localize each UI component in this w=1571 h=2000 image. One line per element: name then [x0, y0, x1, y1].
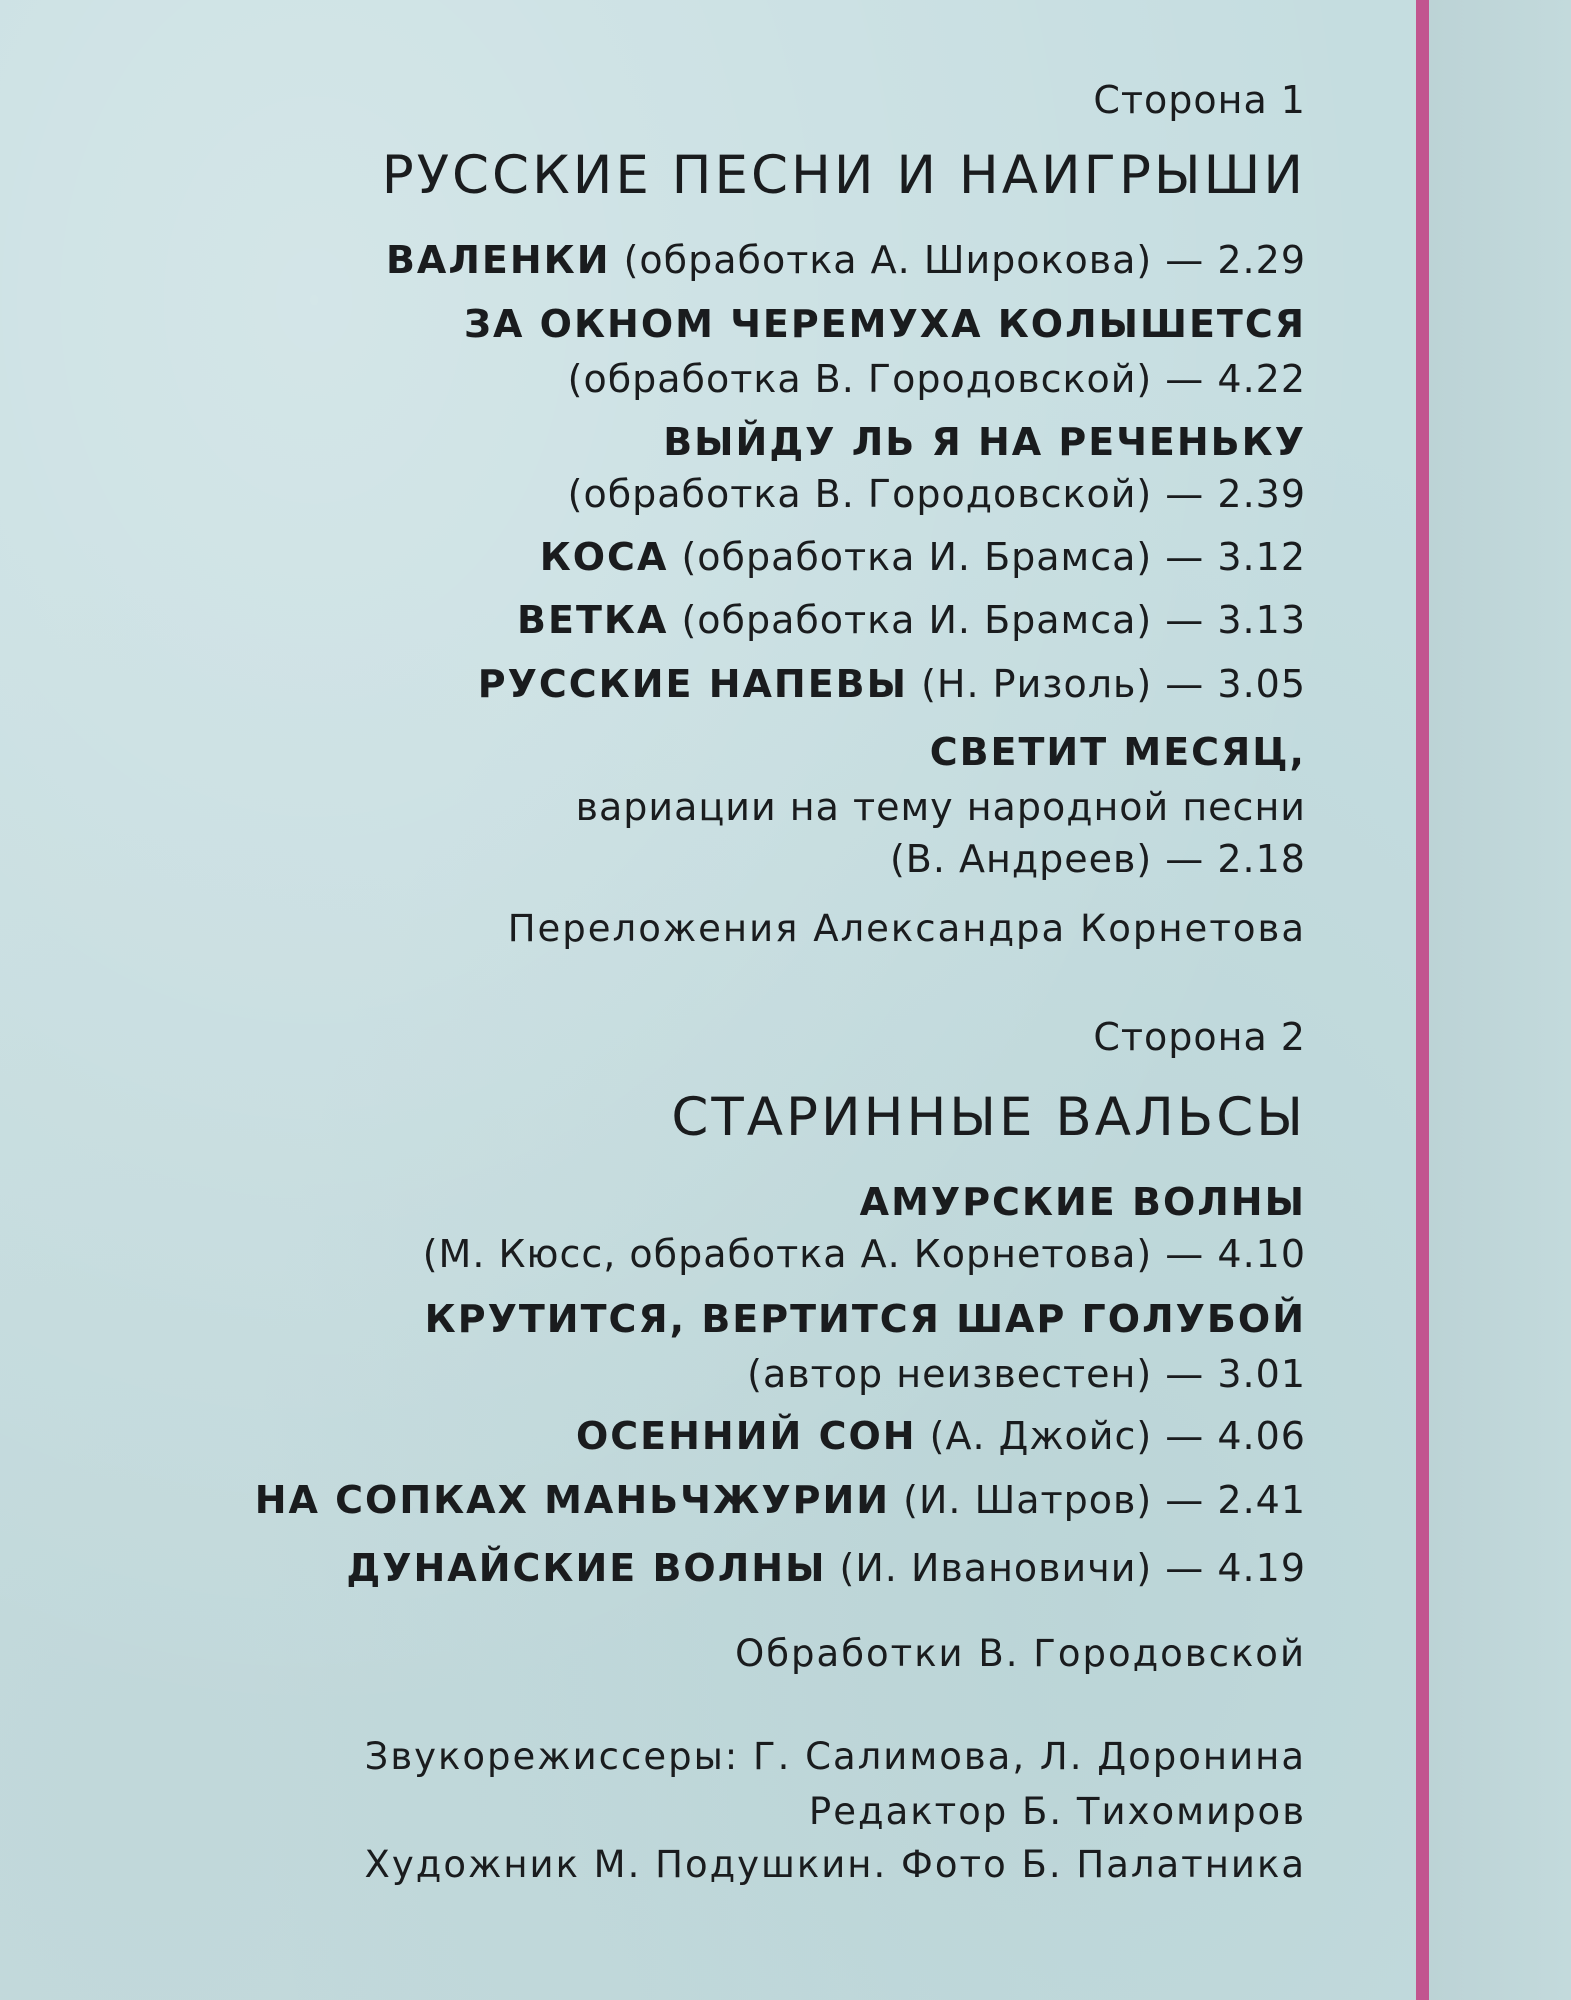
- side-2-heading: СТАРИННЫЕ ВАЛЬСЫ: [671, 1087, 1306, 1148]
- side-1-heading: РУССКИЕ ПЕСНИ И НАИГРЫШИ: [381, 145, 1306, 206]
- track-title: ОСЕННИЙ СОН: [575, 1414, 917, 1458]
- track-1-3-info: (обработка В. Городовской) — 2.39: [567, 472, 1306, 516]
- track-1-2-title: [464, 302, 1306, 346]
- track-1-3-title: [663, 420, 1306, 464]
- track-2-4: [255, 1478, 1306, 1522]
- side-2-label: Сторона 2: [1093, 1015, 1306, 1059]
- track-title: АМУРСКИЕ ВОЛНЫ: [859, 1180, 1306, 1224]
- side-2-credit: Обработки В. Городовской: [735, 1632, 1306, 1675]
- sound-engineers: Звукорежиссеры: Г. Салимова, Л. Доронина: [364, 1735, 1306, 1778]
- track-2-5: [346, 1546, 1306, 1590]
- track-info: (обработка А. Широкова) — 2.29: [610, 238, 1306, 282]
- track-title: ДУНАЙСКИЕ ВОЛНЫ: [346, 1546, 827, 1590]
- side-1-credit: Переложения Александра Корнетова: [507, 907, 1306, 950]
- track-title: ЗА ОКНОМ ЧЕРЕМУХА КОЛЫШЕТСЯ: [464, 302, 1306, 346]
- track-title: ВЫЙДУ ЛЬ Я НА РЕЧЕНЬКУ: [663, 420, 1306, 464]
- track-1-7-title: [930, 730, 1306, 774]
- track-2-1-info: (М. Кюсс, обработка А. Корнетова) — 4.10: [422, 1232, 1306, 1276]
- track-2-3: [576, 1414, 1306, 1458]
- track-2-2-info: (автор неизвестен) — 3.01: [747, 1352, 1306, 1396]
- track-1-7-info-2: (В. Андреев) — 2.18: [889, 837, 1306, 881]
- right-edge-strip: [1429, 0, 1571, 2000]
- artist-credit: Художник М. Подушкин. Фото Б. Палатника: [364, 1843, 1306, 1886]
- track-1-5: [517, 598, 1306, 642]
- track-info: (И. Шатров) — 2.41: [890, 1478, 1306, 1522]
- track-info: (И. Ивановичи) — 4.19: [826, 1546, 1306, 1590]
- track-title: НА СОПКАХ МАНЬЧЖУРИИ: [254, 1478, 891, 1522]
- track-title: ВАЛЕНКИ: [385, 238, 611, 282]
- track-info: (обработка И. Брамса) — 3.12: [668, 535, 1306, 579]
- side-1-label: Сторона 1: [1093, 78, 1306, 122]
- track-title: ВЕТКА: [517, 598, 669, 642]
- track-1-4: [540, 535, 1306, 579]
- track-title: КРУТИТСЯ, ВЕРТИТСЯ ШАР ГОЛУБОЙ: [424, 1297, 1306, 1341]
- track-1-6: [478, 662, 1306, 706]
- track-info: (А. Джойс) — 4.06: [916, 1414, 1306, 1458]
- track-1-2-info: (обработка В. Городовской) — 4.22: [567, 357, 1306, 401]
- editor-credit: Редактор Б. Тихомиров: [808, 1790, 1306, 1833]
- track-title: КОСА: [539, 535, 669, 579]
- magenta-stripe: [1416, 0, 1429, 2000]
- track-1-7-info: вариации на тему народной песни: [575, 785, 1306, 829]
- track-title: РУССКИЕ НАПЕВЫ: [477, 662, 909, 706]
- track-info: (Н. Ризоль) — 3.05: [908, 662, 1306, 706]
- track-2-1-title: [860, 1180, 1306, 1224]
- track-listing: [100, 0, 1306, 2000]
- track-info: (обработка И. Брамса) — 3.13: [668, 598, 1306, 642]
- track-1-1: [386, 238, 1306, 282]
- track-title: СВЕТИТ МЕСЯЦ,: [929, 730, 1306, 774]
- track-2-2-title: [425, 1297, 1306, 1341]
